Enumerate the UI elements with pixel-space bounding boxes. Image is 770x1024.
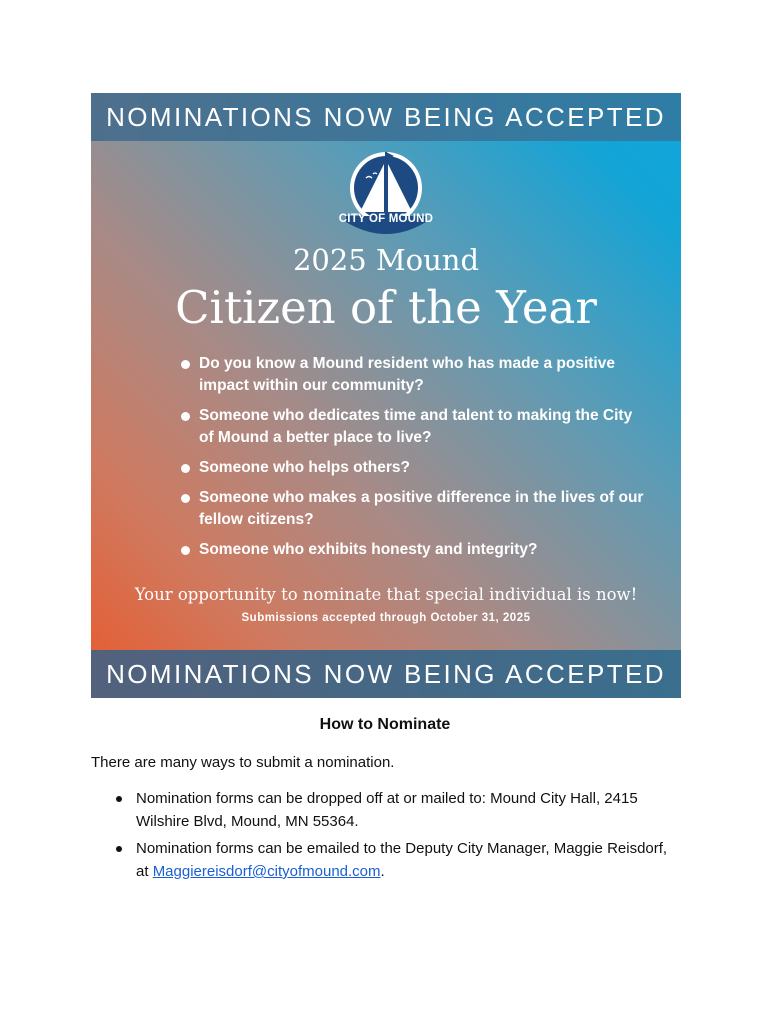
method-text: Nomination forms can be dropped off at or mailed to: Mound City Hall, 2415 Wilshire Blvd, Mound, MN 55364. (136, 790, 638, 830)
nomination-methods-list (116, 787, 676, 887)
email-link[interactable]: Maggiereisdorf@cityofmound.com (152, 863, 381, 880)
deadline-line: Submissions accepted through October 31, 2025 (241, 612, 531, 624)
question-item: Someone who helps others? (181, 457, 651, 479)
method-text-end: . (380, 863, 385, 880)
question-item: Someone who exhibits honesty and integrity? (181, 539, 651, 561)
flyer-title: Citizen of the Year (175, 281, 597, 334)
nomination-flyer (91, 93, 681, 698)
bottom-banner: NOMINATIONS NOW BEING ACCEPTED (91, 650, 681, 698)
method-text: Nomination forms can be emailed to the Deputy City Manager, Maggie Reisdorf, at (136, 840, 668, 880)
method-item (116, 837, 676, 883)
how-to-heading: How to Nominate (319, 716, 451, 733)
method-item (116, 787, 676, 833)
logo-text: CITY OF MOUND (338, 213, 434, 225)
question-item: Someone who makes a positive difference in the lives of our fellow citizens? (181, 487, 651, 531)
city-of-mound-logo (336, 148, 436, 246)
top-banner: NOMINATIONS NOW BEING ACCEPTED (91, 93, 681, 141)
question-item: Do you know a Mound resident who has made a positive impact within our community? (181, 353, 651, 397)
year-line: 2025 Mound (292, 243, 480, 277)
opportunity-line: Your opportunity to nominate that special individual is now! (134, 585, 638, 604)
question-item: Someone who dedicates time and talent to making the City of Mound a better place to live? (181, 405, 651, 449)
question-list (181, 353, 651, 569)
intro-text: There are many ways to submit a nomination. (91, 754, 395, 771)
